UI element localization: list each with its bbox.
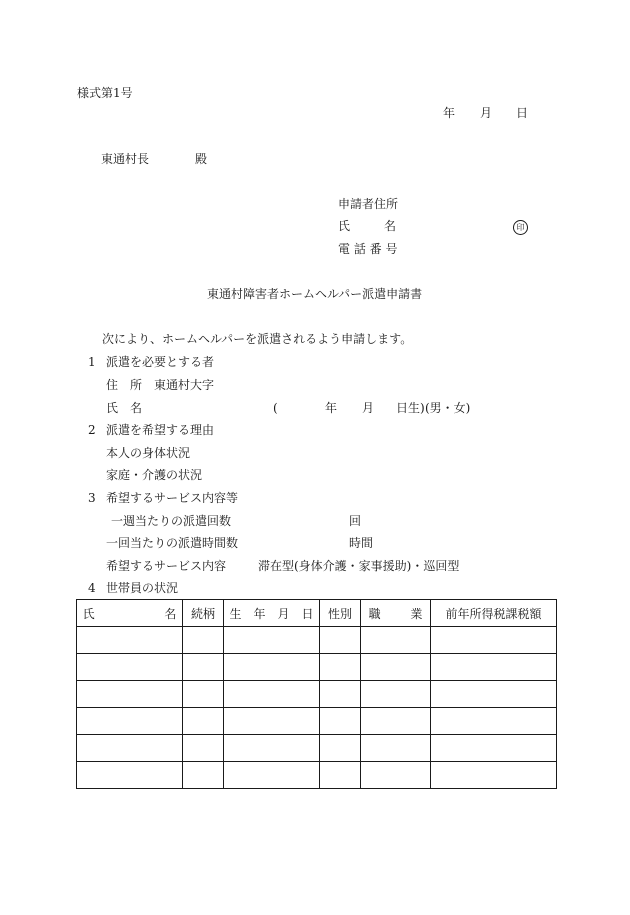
- section3-service-value: 滞在型(身体介護・家事援助)・巡回型: [258, 559, 460, 573]
- cell-name[interactable]: [77, 654, 183, 681]
- cell-sex[interactable]: [320, 681, 361, 708]
- date-day-label: 日: [516, 106, 529, 120]
- table-row: [77, 681, 557, 708]
- section1-birth-year: 年: [325, 401, 338, 415]
- section1-address-label: 住 所: [106, 378, 143, 392]
- section2-item1: 本人の身体状況: [106, 446, 191, 460]
- section2-number: 2: [88, 423, 96, 437]
- cell-occupation[interactable]: [361, 762, 431, 789]
- header-name-part1: 氏: [82, 606, 95, 621]
- section1-heading: 派遣を必要とする者: [106, 355, 215, 369]
- cell-relation[interactable]: [183, 681, 224, 708]
- cell-tax[interactable]: [431, 708, 557, 735]
- date-year-label: 年: [443, 106, 456, 120]
- cell-tax[interactable]: [431, 654, 557, 681]
- cell-occupation[interactable]: [361, 708, 431, 735]
- header-name-part2: 名: [164, 606, 177, 621]
- cell-name[interactable]: [77, 762, 183, 789]
- applicant-address-label: 申請者住所: [338, 197, 399, 211]
- table-row: [77, 708, 557, 735]
- applicant-phone-label: 電 話 番 号: [338, 242, 398, 256]
- header-birthdate: 生 年 月 日: [224, 600, 320, 627]
- applicant-name-label-2: 名: [384, 219, 397, 233]
- cell-sex[interactable]: [320, 627, 361, 654]
- header-name: [77, 600, 183, 627]
- household-members-table: [76, 599, 557, 789]
- date-month-label: 月: [480, 106, 493, 120]
- section4-number: 4: [88, 581, 96, 595]
- section3-number: 3: [88, 491, 96, 505]
- cell-birthdate[interactable]: [224, 654, 320, 681]
- header-tax: 前年所得税課税額: [431, 600, 557, 627]
- header-occupation-part1: 職: [368, 606, 381, 621]
- cell-name[interactable]: [77, 708, 183, 735]
- cell-birthdate[interactable]: [224, 762, 320, 789]
- section3-hours-label: 一回当たりの派遣時間数: [106, 536, 239, 550]
- section1-address-value: 東通村大字: [154, 378, 215, 392]
- cell-name[interactable]: [77, 627, 183, 654]
- table-header-row: [77, 600, 557, 627]
- section3-service-label: 希望するサービス内容: [106, 559, 227, 573]
- section1-birth-month: 月: [362, 401, 375, 415]
- cell-tax[interactable]: [431, 681, 557, 708]
- cell-tax[interactable]: [431, 735, 557, 762]
- cell-birthdate[interactable]: [224, 627, 320, 654]
- seal-icon: 印: [513, 220, 528, 235]
- section2-heading: 派遣を希望する理由: [106, 423, 215, 437]
- cell-birthdate[interactable]: [224, 681, 320, 708]
- section1-sex: (男・女): [425, 401, 471, 415]
- cell-relation[interactable]: [183, 762, 224, 789]
- section3-hours-unit: 時間: [349, 536, 374, 550]
- header-sex: 性別: [320, 600, 361, 627]
- header-occupation: [361, 600, 431, 627]
- section3-heading: 希望するサービス内容等: [106, 491, 239, 505]
- header-occupation-part2: 業: [410, 606, 423, 621]
- document-title: 東通村障害者ホームヘルパー派遣申請書: [207, 287, 423, 301]
- cell-relation[interactable]: [183, 654, 224, 681]
- table-body: [77, 627, 557, 789]
- cell-sex[interactable]: [320, 735, 361, 762]
- cell-relation[interactable]: [183, 627, 224, 654]
- table-row: [77, 627, 557, 654]
- addressee-honorific: 殿: [195, 152, 208, 166]
- table-row: [77, 654, 557, 681]
- section1-name-label: 氏 名: [106, 401, 143, 415]
- addressee-name: 東通村長: [101, 152, 150, 166]
- section2-item2: 家庭・介護の状況: [106, 468, 203, 482]
- header-relation: 続柄: [183, 600, 224, 627]
- table-row: [77, 762, 557, 789]
- cell-sex[interactable]: [320, 654, 361, 681]
- cell-relation[interactable]: [183, 708, 224, 735]
- cell-sex[interactable]: [320, 708, 361, 735]
- section3-weekly-label: 一週当たりの派遣回数: [111, 514, 232, 528]
- intro-text: 次により、ホームヘルパーを派遣されるよう申請します。: [102, 332, 413, 346]
- seal-mark: [513, 219, 528, 235]
- cell-name[interactable]: [77, 735, 183, 762]
- cell-occupation[interactable]: [361, 654, 431, 681]
- cell-sex[interactable]: [320, 762, 361, 789]
- cell-birthdate[interactable]: [224, 735, 320, 762]
- cell-relation[interactable]: [183, 735, 224, 762]
- section1-number: 1: [88, 355, 96, 369]
- section1-birth-open: (: [273, 401, 278, 415]
- form-number: 様式第1号: [77, 86, 133, 100]
- cell-birthdate[interactable]: [224, 708, 320, 735]
- cell-tax[interactable]: [431, 762, 557, 789]
- table-row: [77, 735, 557, 762]
- cell-occupation[interactable]: [361, 681, 431, 708]
- cell-name[interactable]: [77, 681, 183, 708]
- section3-weekly-unit: 回: [349, 514, 362, 528]
- applicant-name-label-1: 氏: [338, 219, 351, 233]
- section4-heading: 世帯員の状況: [106, 581, 179, 595]
- cell-occupation[interactable]: [361, 627, 431, 654]
- cell-occupation[interactable]: [361, 735, 431, 762]
- section1-birth-day: 日生): [396, 401, 425, 415]
- cell-tax[interactable]: [431, 627, 557, 654]
